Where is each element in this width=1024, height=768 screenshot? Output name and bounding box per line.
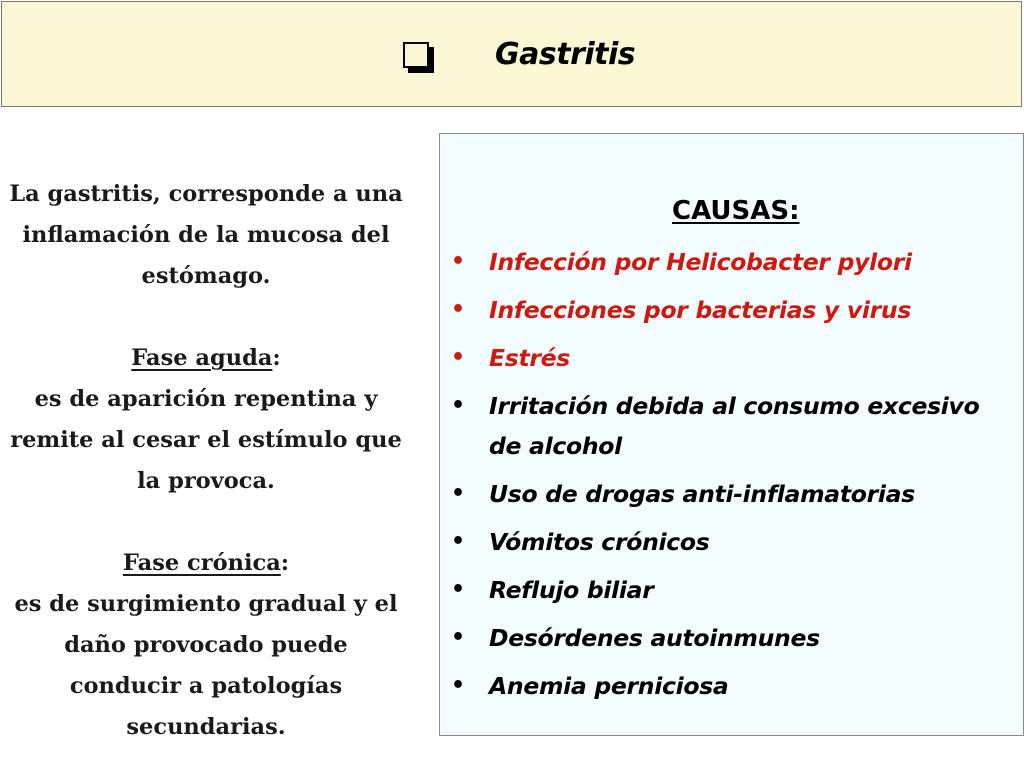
bullet-icon: • bbox=[451, 393, 465, 418]
bullet-icon: • bbox=[451, 481, 465, 506]
acute-heading bbox=[8, 338, 404, 379]
cause-list-item bbox=[440, 522, 1024, 562]
bullet-icon: • bbox=[451, 297, 465, 322]
cause-text: Infección por Helicobacter pylori bbox=[489, 248, 912, 276]
cause-list-item bbox=[440, 290, 1024, 330]
chronic-colon: : bbox=[280, 550, 290, 576]
cause-list-item bbox=[440, 338, 1024, 378]
bullet-icon: • bbox=[451, 625, 465, 650]
causes-panel bbox=[439, 133, 1024, 736]
cause-text: Estrés bbox=[489, 344, 570, 372]
chronic-heading bbox=[8, 543, 404, 584]
spacer bbox=[8, 297, 404, 338]
bullet-icon: • bbox=[451, 577, 465, 602]
acute-colon: : bbox=[272, 345, 281, 371]
bullet-icon: • bbox=[451, 529, 465, 554]
definition-text-block bbox=[8, 174, 404, 748]
spacer bbox=[8, 502, 404, 543]
cause-text: Irritación debida al consumo excesivo de alcohol bbox=[489, 392, 980, 460]
cause-text: Infecciones por bacterias y virus bbox=[489, 296, 912, 324]
cause-list-item bbox=[440, 474, 1024, 514]
cause-text: Anemia perniciosa bbox=[489, 672, 729, 700]
cause-text: Uso de drogas anti-inflamatorias bbox=[489, 480, 915, 508]
chronic-description: es de surgimiento gradual y el daño provocado puede conducir a patologías secundarias. bbox=[14, 591, 398, 740]
cause-list-item bbox=[440, 570, 1024, 610]
cause-list-item bbox=[440, 386, 1024, 466]
bullet-icon: • bbox=[451, 673, 465, 698]
title-banner bbox=[1, 1, 1022, 107]
bullet-icon: • bbox=[451, 249, 465, 274]
cause-list-item bbox=[440, 618, 1024, 658]
bullet-icon: • bbox=[451, 345, 465, 370]
cause-text: Desórdenes autoinmunes bbox=[489, 624, 820, 652]
acute-description: es de aparición repentina y remite al cesar el estímulo que la provoca. bbox=[10, 386, 402, 494]
acute-phase-title: Fase aguda bbox=[131, 345, 273, 371]
intro-paragraph: La gastritis, corresponde a una inflamación de la mucosa del estómago. bbox=[9, 181, 403, 289]
cause-text: Reflujo biliar bbox=[489, 576, 654, 604]
cause-list-item bbox=[440, 242, 1024, 282]
chronic-phase-title: Fase crónica bbox=[122, 550, 281, 576]
checkbox-bullet-icon bbox=[403, 42, 429, 68]
causes-list bbox=[440, 242, 1024, 714]
cause-list-item bbox=[440, 666, 1024, 706]
causes-title: CAUSAS: bbox=[672, 196, 800, 226]
cause-text: Vómitos crónicos bbox=[489, 528, 710, 556]
slide-title: Gastritis bbox=[495, 37, 636, 72]
